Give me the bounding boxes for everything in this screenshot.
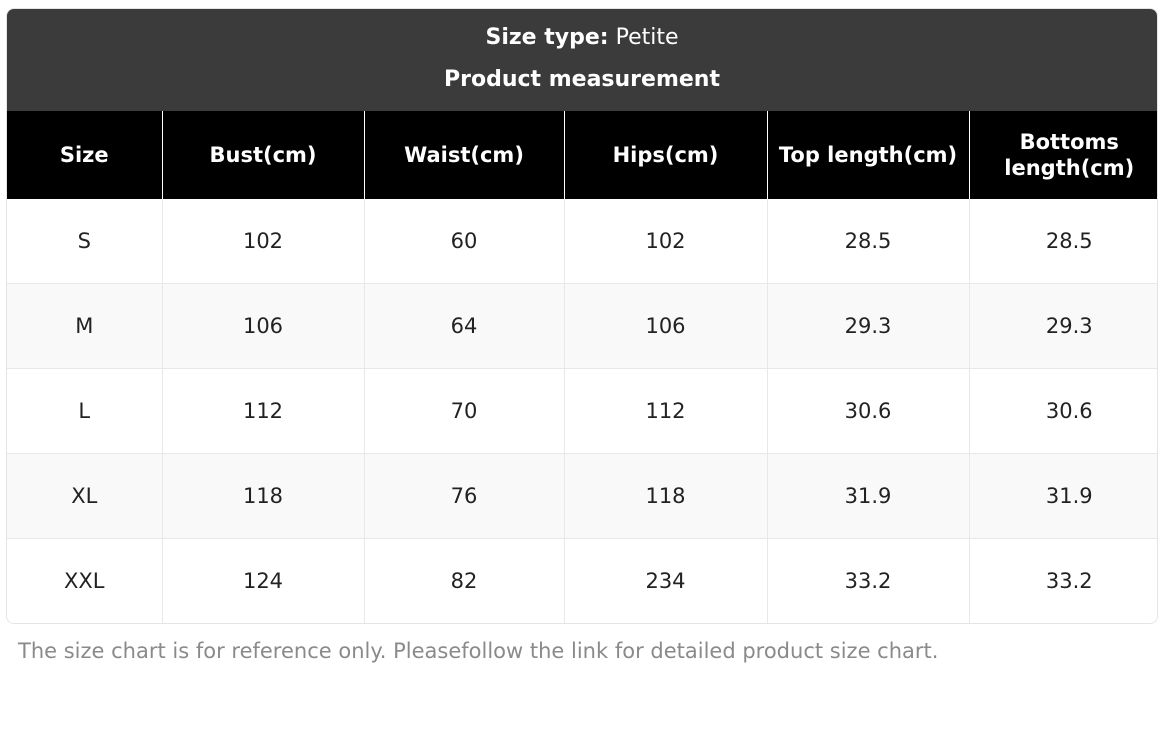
cell-top-length: 29.3 bbox=[767, 284, 969, 369]
table-row bbox=[7, 284, 1158, 369]
cell-top-length: 33.2 bbox=[767, 539, 969, 624]
table-row bbox=[7, 199, 1158, 284]
cell-bust: 106 bbox=[162, 284, 364, 369]
cell-bottoms-length: 29.3 bbox=[969, 284, 1158, 369]
cell-hips: 112 bbox=[564, 369, 767, 454]
column-header-bust: Bust(cm) bbox=[162, 111, 364, 199]
table-body bbox=[7, 199, 1158, 623]
size-chart-disclaimer: The size chart is for reference only. Pleasefollow the link for detailed product size chart. bbox=[18, 639, 939, 663]
size-type-value: Petite bbox=[615, 25, 679, 50]
size-type-label: Size type: bbox=[485, 25, 609, 50]
cell-top-length: 30.6 bbox=[767, 369, 969, 454]
cell-bust: 124 bbox=[162, 539, 364, 624]
cell-size: XL bbox=[7, 454, 162, 539]
column-header-waist: Waist(cm) bbox=[364, 111, 564, 199]
cell-waist: 82 bbox=[364, 539, 564, 624]
table-header-row bbox=[7, 111, 1158, 199]
cell-hips: 102 bbox=[564, 199, 767, 284]
cell-top-length: 28.5 bbox=[767, 199, 969, 284]
cell-bottoms-length: 28.5 bbox=[969, 199, 1158, 284]
cell-top-length: 31.9 bbox=[767, 454, 969, 539]
cell-size: XXL bbox=[7, 539, 162, 624]
cell-hips: 106 bbox=[564, 284, 767, 369]
size-type-line bbox=[17, 23, 1147, 53]
cell-bottoms-length: 30.6 bbox=[969, 369, 1158, 454]
table-header bbox=[7, 111, 1158, 199]
cell-bust: 118 bbox=[162, 454, 364, 539]
table-row bbox=[7, 369, 1158, 454]
cell-hips: 118 bbox=[564, 454, 767, 539]
table-row bbox=[7, 454, 1158, 539]
cell-bottoms-length: 31.9 bbox=[969, 454, 1158, 539]
column-header-hips: Hips(cm) bbox=[564, 111, 767, 199]
cell-bust: 102 bbox=[162, 199, 364, 284]
table-row bbox=[7, 539, 1158, 624]
size-chart-card bbox=[6, 8, 1158, 624]
column-header-bottoms-length: Bottoms length(cm) bbox=[969, 111, 1158, 199]
cell-size: M bbox=[7, 284, 162, 369]
measurement-table bbox=[7, 111, 1158, 623]
cell-waist: 76 bbox=[364, 454, 564, 539]
cell-size: S bbox=[7, 199, 162, 284]
column-header-top-length: Top length(cm) bbox=[767, 111, 969, 199]
cell-bottoms-length: 33.2 bbox=[969, 539, 1158, 624]
product-measurement-title: Product measurement bbox=[444, 67, 720, 92]
cell-size: L bbox=[7, 369, 162, 454]
cell-waist: 70 bbox=[364, 369, 564, 454]
cell-bust: 112 bbox=[162, 369, 364, 454]
size-chart-banner bbox=[7, 9, 1157, 111]
column-header-size: Size bbox=[7, 111, 162, 199]
cell-waist: 60 bbox=[364, 199, 564, 284]
cell-hips: 234 bbox=[564, 539, 767, 624]
cell-waist: 64 bbox=[364, 284, 564, 369]
